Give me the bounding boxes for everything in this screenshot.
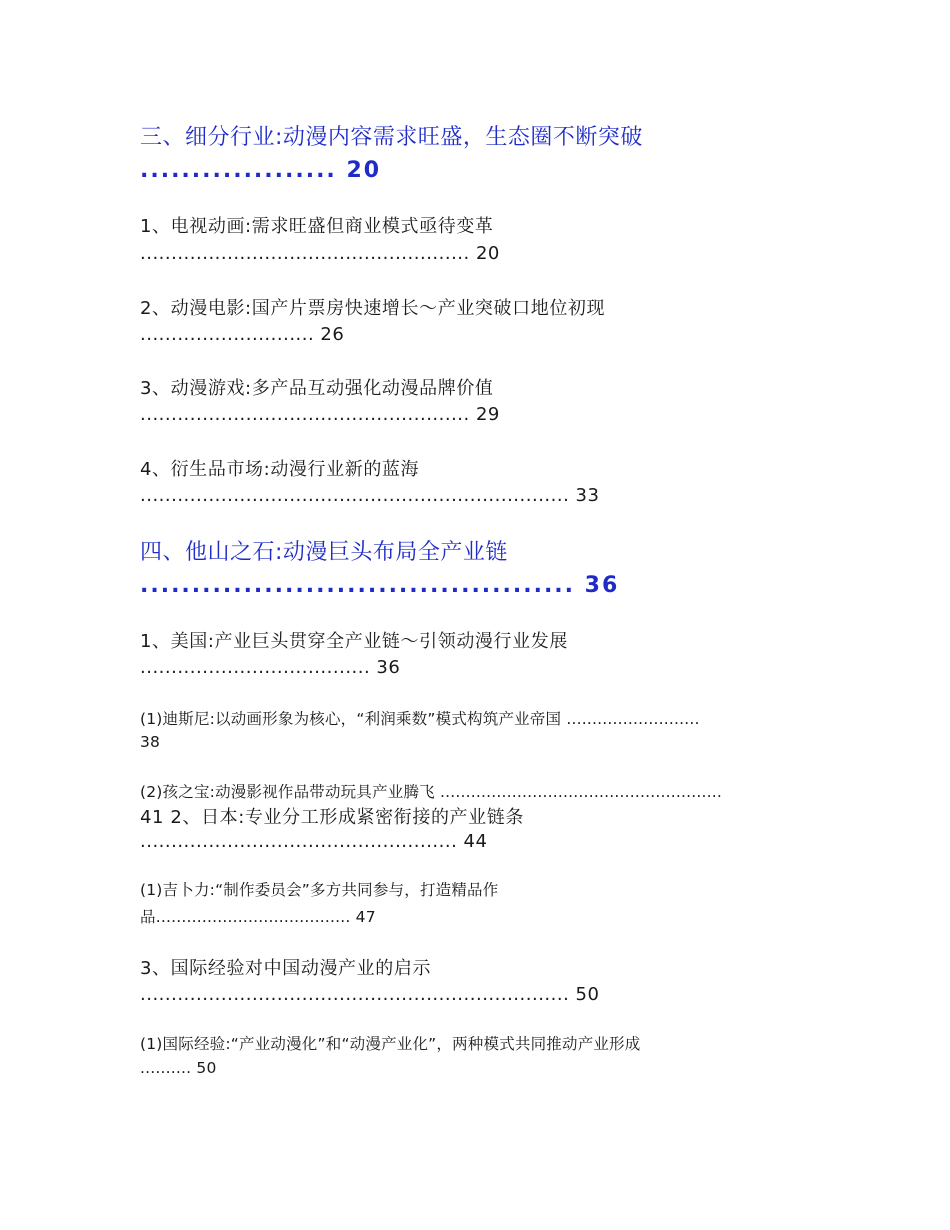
toc-item-3-4-leader: ..................................................................... 33 [140, 485, 600, 506]
toc-section-3-leader: ................... 20 [140, 158, 382, 183]
toc-subitem-4-3-1-title[interactable]: (1)国际经验:“产业动漫化”和“动漫产业化”，两种模式共同推动产业形成 [140, 1035, 641, 1053]
toc-subitem-4-1-2-title[interactable]: (2)孩之宝:动漫影视作品带动玩具产业腾飞 ....................................................... [140, 783, 722, 801]
toc-item-3-3-title[interactable]: 3、动漫游戏:多产品互动强化动漫品牌价值 [140, 378, 494, 399]
toc-subitem-4-3-1-leader: .......... 50 [140, 1059, 217, 1077]
toc-item-3-2-leader: ............................ 26 [140, 324, 345, 345]
toc-item-4-3-leader: ..................................................................... 50 [140, 984, 600, 1005]
toc-section-4-leader: .......................................... 36 [140, 573, 620, 598]
toc-item-3-4-title[interactable]: 4、衍生品市场:动漫行业新的蓝海 [140, 459, 420, 480]
toc-item-3-3-leader: ..................................................... 29 [140, 404, 500, 425]
toc-item-4-2-title[interactable]: 41 2、日本:专业分工形成紧密衔接的产业链条 [140, 807, 524, 828]
toc-subitem-4-2-1-title[interactable]: (1)吉卜力:“制作委员会”多方共同参与，打造精品作 [140, 881, 499, 899]
toc-subitem-4-1-1-title[interactable]: (1)迪斯尼:以动画形象为核心，“利润乘数”模式构筑产业帝国 .......................... [140, 710, 700, 728]
toc-item-4-3-title[interactable]: 3、国际经验对中国动漫产业的启示 [140, 958, 432, 979]
toc-section-3-title[interactable]: 三、细分行业:动漫内容需求旺盛，生态圈不断突破 [140, 125, 643, 150]
toc-item-4-1-title[interactable]: 1、美国:产业巨头贯穿全产业链～引领动漫行业发展 [140, 631, 568, 652]
toc-item-3-1-title[interactable]: 1、电视动画:需求旺盛但商业模式亟待变革 [140, 216, 494, 237]
toc-section-4-title[interactable]: 四、他山之石:动漫巨头布局全产业链 [140, 540, 508, 565]
toc-item-3-1-leader: ..................................................... 20 [140, 243, 500, 264]
toc-item-4-2-leader: ................................................... 44 [140, 831, 488, 852]
toc-item-3-2-title[interactable]: 2、动漫电影:国产片票房快速增长～产业突破口地位初现 [140, 298, 606, 319]
toc-subitem-4-2-1-leader: 品...................................... 47 [140, 908, 376, 926]
toc-item-4-1-leader: ..................................... 36 [140, 657, 401, 678]
toc-subitem-4-1-1-page: 38 [140, 733, 161, 751]
